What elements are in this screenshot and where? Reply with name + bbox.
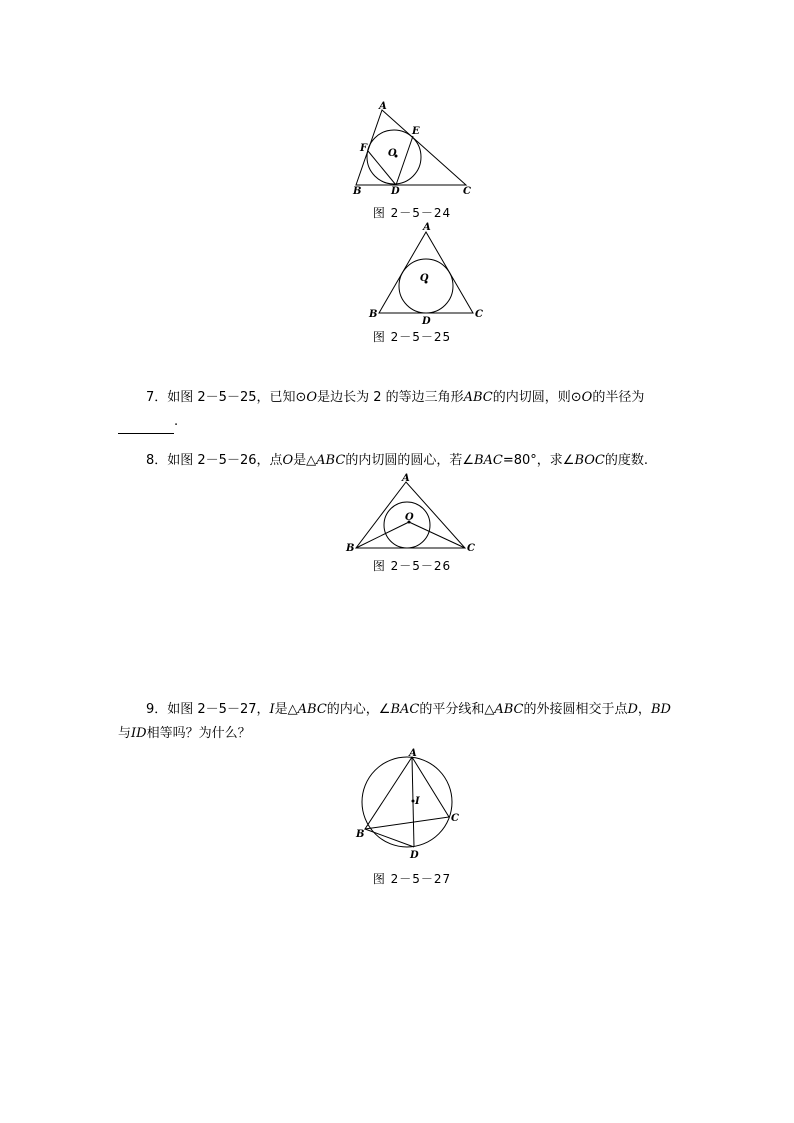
incircle [384,502,430,548]
label-a: A [402,473,410,484]
label-c: C [467,543,475,554]
label-a: A [423,222,431,233]
figure-2-5-26 [340,470,480,558]
label-o: O [388,148,397,159]
segment-oc [409,522,465,548]
figure-2-5-27 [355,745,465,863]
label-c: C [463,186,471,197]
question-8: 8．如图 2－5－26，点O是△ABC的内切圆的圆心，若∠BAC=80°，求∠BOC的度数. [146,453,648,468]
figure-2-5-25 [360,218,490,328]
label-d: D [422,316,431,327]
segment-de [396,136,413,185]
circumcircle [362,757,452,847]
label-d: D [391,186,400,197]
segment-bd [365,829,414,847]
incircle [399,259,453,313]
label-i: I [415,796,420,807]
caption-2-5-27: 图 2－5－27 [372,872,452,886]
label-b: B [369,309,378,320]
label-f: F [360,143,368,154]
label-a: A [409,748,417,759]
label-b: B [346,543,355,554]
label-b: B [353,186,362,197]
label-b: B [356,829,365,840]
question-7: 7．如图 2－5－25，已知⊙O是边长为 2 的等边三角形ABC的内切圆，则⊙O的半径为 . [118,386,708,434]
figure-2-5-24 [340,100,480,200]
label-e: E [412,126,420,137]
caption-2-5-24: 图 2－5－24 [372,206,452,220]
caption-2-5-25: 图 2－5－25 [372,330,452,344]
answer-blank[interactable] [118,419,174,434]
label-c: C [451,813,459,824]
label-d: D [410,850,419,861]
label-a: A [379,101,387,112]
caption-2-5-26: 图 2－5－26 [372,559,452,573]
segment-bo [356,522,409,548]
label-o: O [405,512,414,523]
question-9: 9．如图 2－5－27，I是△ABC的内心，∠BAC的平分线和△ABC的外接圆相交于点D，BD 与ID相等吗？为什么？ [118,702,671,741]
label-o: O [420,273,429,284]
label-c: C [475,309,483,320]
